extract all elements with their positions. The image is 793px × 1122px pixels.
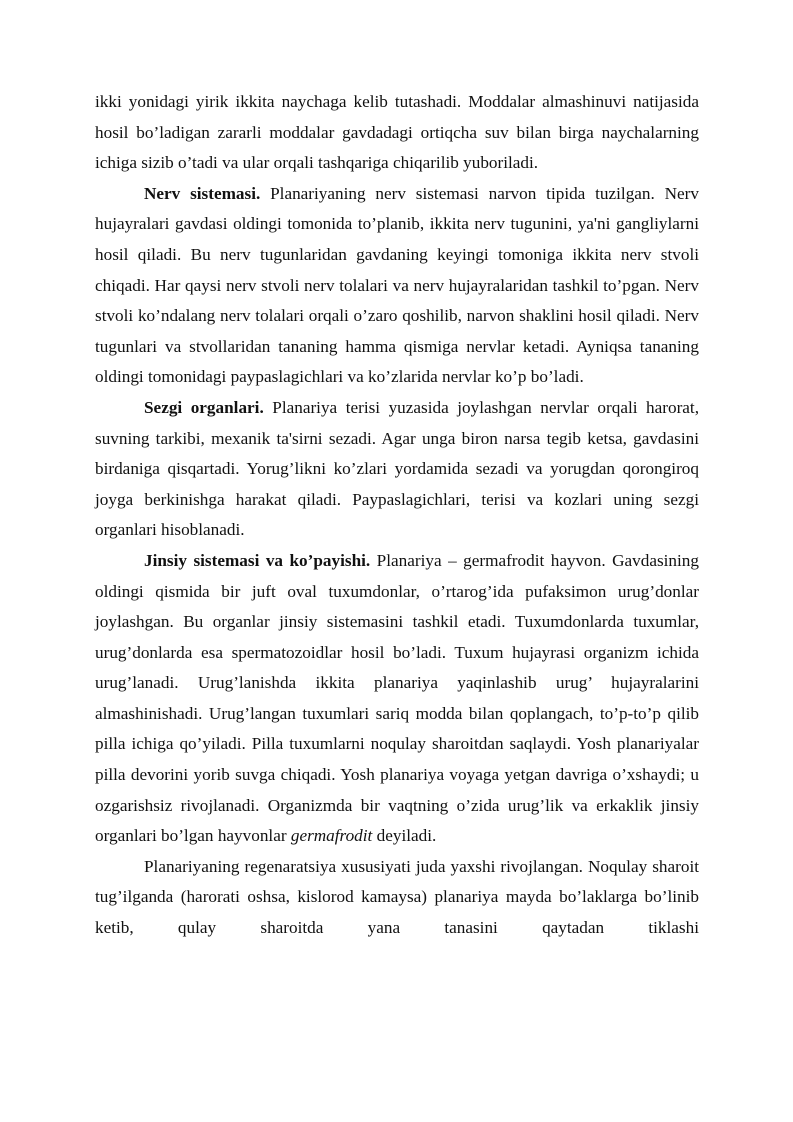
paragraph-excretory-end xyxy=(95,87,699,179)
section-heading-nervous-system: Nerv sistemasi. xyxy=(144,183,261,203)
paragraph-nervous-system xyxy=(95,179,699,393)
paragraph-text: Planariyaning regenaratsiya xususiyati juda yaxshi rivojlangan. Noqulay sharoit tug’ilganda (harorati oshsa, kislorod kamaysa) planariya mayda bo’laklarga bo’linib ketib, qulay sharoitda yana tanasini qaytadan tiklashi xyxy=(95,856,699,938)
section-heading-sense-organs: Sezgi organlari. xyxy=(144,397,264,417)
paragraph-reproductive-system xyxy=(95,546,699,852)
paragraph-text: Planariyaning nerv sistemasi narvon tipida tuzilgan. Nerv hujayralari gavdasi oldingi tomonida to’planib, ikkita nerv tugunini, ya'ni gangliylarni hosil qiladi. Bu nerv tugunlaridan gavdaning keyingi tomoniga ikkita nerv stvoli chiqadi. Har qaysi nerv stvoli nerv tolalari va nerv hujayralaridan tashkil to’pgan. Nerv stvoli ko’ndalang nerv tolalari orqali o’zaro qoshilib, narvon shaklini hosil qiladi. Nerv tugunlari va stvollaridan tananing hamma qismiga nervlar ketadi. Ayniqsa tananing oldingi tomonidagi paypaslagichlari va ko’zlarida nervlar ko’p bo’ladi. xyxy=(95,183,699,387)
paragraph-text: deyiladi. xyxy=(372,826,437,846)
paragraph-regeneration xyxy=(95,852,699,944)
paragraph-sense-organs xyxy=(95,393,699,546)
paragraph-text: Planariya – germafrodit hayvon. Gavdasining oldingi qismida bir juft oval tuxumdonlar, o’rtarog’ida pufaksimon urug’donlar joylashgan. Bu organlar jinsiy sistemasini tashkil etadi. Tuxumdonlarda tuxumlar, urug’donlarda esa spermatozoidlar hosil bo’ladi. Tuxum hujayrasi organizm ichida urug’lanadi. Urug’lanishda ikkita planariya yaqinlashib urug’ hujayralarini almashinishadi. Urug’langan tuxumlari sariq modda bilan qoplangach, to’p-to’p qilib pilla ichiga qo’yiladi. Pilla tuxumlarni noqulay sharoitdan saqlaydi. Yosh planariyalar pilla devorini yorib suvga chiqadi. Yosh planariya voyaga yetgan davriga o’xshaydi; u ozgarishsiz rivojlanadi. Organizmda bir vaqtning o’zida urug’lik va erkaklik jinsiy organlari bo’lgan hayvonlar xyxy=(95,550,699,846)
page-body xyxy=(95,87,699,944)
italic-term: germafrodit xyxy=(290,826,373,846)
section-heading-reproductive-system: Jinsiy sistemasi va ko’payishi. xyxy=(144,550,371,570)
paragraph-text: Planariya terisi yuzasida joylashgan nervlar orqali harorat, suvning tarkibi, mexanik ta'sirni sezadi. Agar unga biron narsa tegib ketsa, gavdasini birdaniga qisqartadi. Yorug’likni ko’zlari yordamida sezadi va yorugdan qorongiroq joyga berkinishga harakat qiladi. Paypaslagichlari, terisi va kozlari uning sezgi organlari hisoblanadi. xyxy=(95,397,699,540)
paragraph-text: ikki yonidagi yirik ikkita naychaga kelib tutashadi. Moddalar almashinuvi natijasida hosil bo’ladigan zararli moddalar gavdadagi ortiqcha suv bilan birga naychalarning ichiga sizib o’tadi va ular orqali tashqariga chiqarilib yuboriladi. xyxy=(95,92,699,173)
